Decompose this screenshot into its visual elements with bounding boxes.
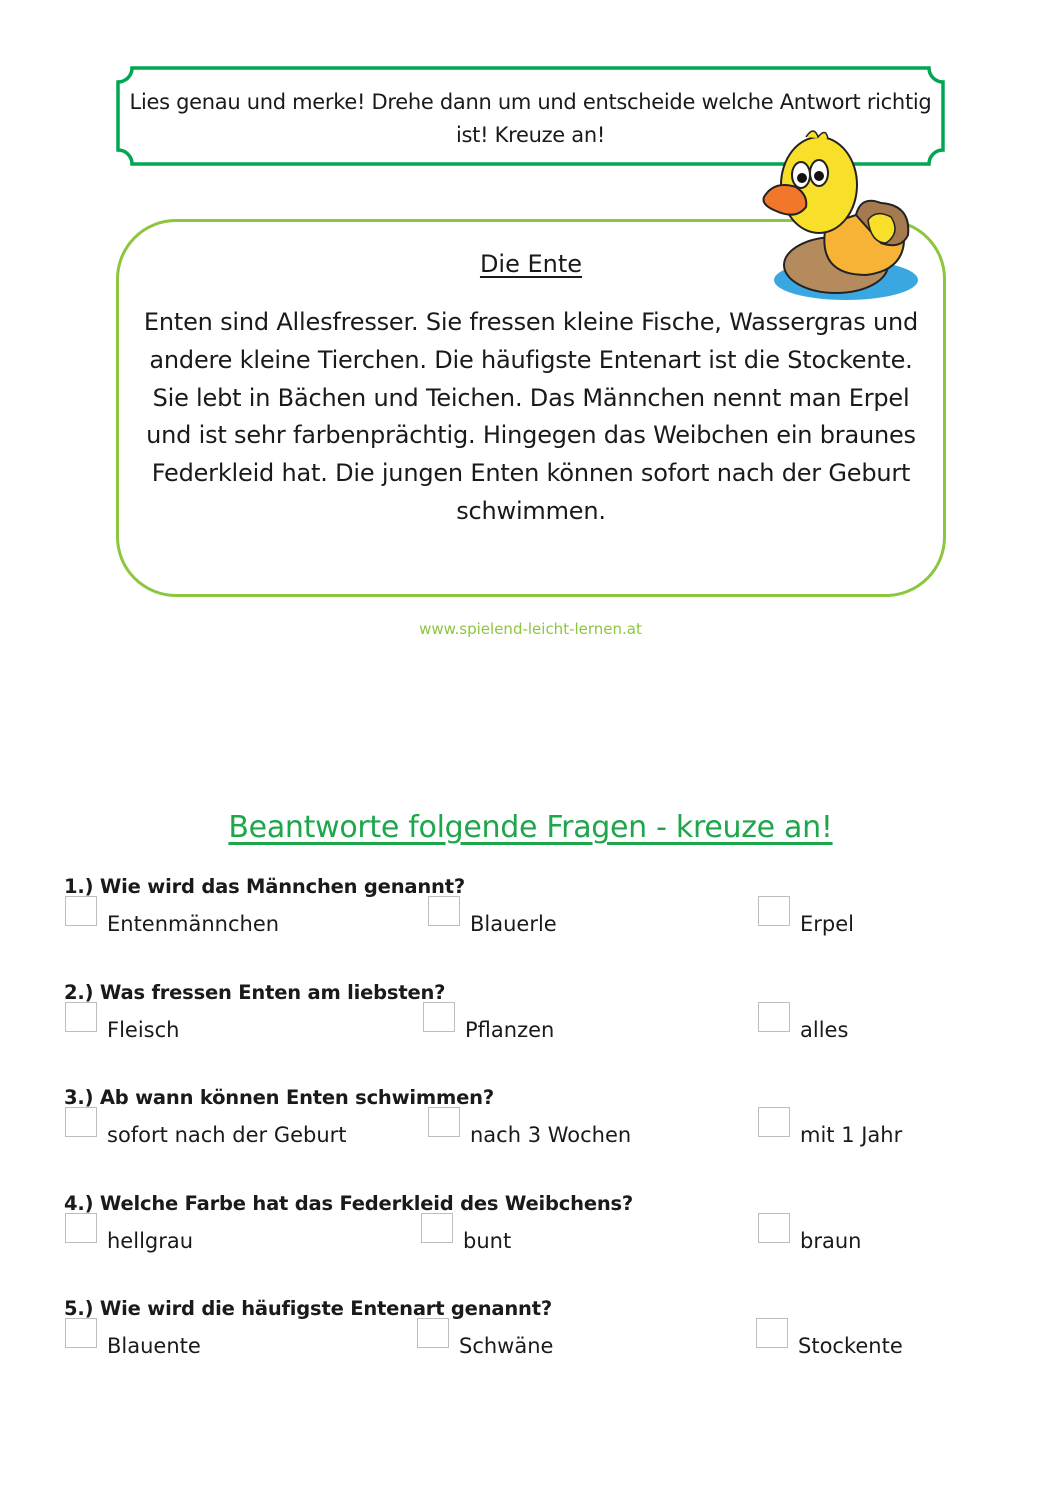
question-text: 4.) Welche Farbe hat das Federkleid des Weibchens? xyxy=(64,1192,634,1215)
answer-checkbox[interactable] xyxy=(65,1107,97,1137)
answer-option[interactable] xyxy=(428,1117,631,1147)
answer-label: braun xyxy=(800,1229,862,1253)
question-text: 1.) Wie wird das Männchen genannt? xyxy=(64,875,465,898)
answer-checkbox[interactable] xyxy=(758,1107,790,1137)
answer-checkbox[interactable] xyxy=(65,1318,97,1348)
answer-checkbox[interactable] xyxy=(65,896,97,926)
story-title: Die Ente xyxy=(479,250,583,278)
answer-option[interactable] xyxy=(756,1328,903,1358)
question-text: 5.) Wie wird die häufigste Entenart genannt? xyxy=(64,1297,552,1320)
answer-option[interactable] xyxy=(417,1328,553,1358)
answer-checkbox[interactable] xyxy=(421,1213,453,1243)
story-text: Enten sind Allesfresser. Sie fressen kleine Fische, Wassergras und andere kleine Tierchen. Die häufigste Entenart ist die Stockente. Sie lebt in Bächen und Teichen. Das Männchen nennt man Erpel und ist sehr farbenprächtig. Hingegen das Weibchen ein braunes Federkleid hat. Die jungen Enten können sofort nach der Geburt schwimmen. xyxy=(143,308,919,525)
answer-label: Stockente xyxy=(798,1334,903,1358)
answer-checkbox[interactable] xyxy=(65,1213,97,1243)
answer-label: nach 3 Wochen xyxy=(470,1123,632,1147)
duck-illustration xyxy=(756,125,931,305)
answer-label: Entenmännchen xyxy=(107,912,280,936)
answer-checkbox[interactable] xyxy=(417,1318,449,1348)
answer-checkbox[interactable] xyxy=(758,1213,790,1243)
answer-option[interactable] xyxy=(65,1328,201,1358)
answer-label: Schwäne xyxy=(459,1334,554,1358)
answer-checkbox[interactable] xyxy=(428,896,460,926)
question-text: 2.) Was fressen Enten am liebsten? xyxy=(64,981,446,1004)
answer-option[interactable] xyxy=(65,906,279,936)
answer-option[interactable] xyxy=(758,1223,861,1253)
answer-label: Fleisch xyxy=(107,1018,180,1042)
answer-label: hellgrau xyxy=(107,1229,194,1253)
answer-label: mit 1 Jahr xyxy=(800,1123,903,1147)
answer-label: Blauente xyxy=(107,1334,201,1358)
answer-option[interactable] xyxy=(758,1117,902,1147)
answer-option[interactable] xyxy=(758,906,854,936)
answer-checkbox[interactable] xyxy=(423,1002,455,1032)
answer-option[interactable] xyxy=(65,1012,179,1042)
answer-label: bunt xyxy=(463,1229,512,1253)
quiz-title: Beantworte folgende Fragen - kreuze an! xyxy=(228,810,833,845)
question-text: 3.) Ab wann können Enten schwimmen? xyxy=(64,1086,494,1109)
answer-checkbox[interactable] xyxy=(756,1318,788,1348)
answer-option[interactable] xyxy=(65,1223,193,1253)
answer-label: Pflanzen xyxy=(465,1018,555,1042)
answer-checkbox[interactable] xyxy=(65,1002,97,1032)
answer-label: sofort nach der Geburt xyxy=(107,1123,347,1147)
answer-option[interactable] xyxy=(758,1012,848,1042)
website-link[interactable]: www.spielend-leicht-lernen.at xyxy=(419,620,642,638)
answer-checkbox[interactable] xyxy=(758,1002,790,1032)
instruction-text: Lies genau und merke! Drehe dann um und entscheide welche Antwort richtig ist! Kreuze an! xyxy=(129,90,932,147)
answer-label: alles xyxy=(800,1018,849,1042)
answer-label: Blauerle xyxy=(470,912,557,936)
answer-option[interactable] xyxy=(65,1117,347,1147)
answer-option[interactable] xyxy=(423,1012,554,1042)
answer-option[interactable] xyxy=(428,906,557,936)
answer-label: Erpel xyxy=(800,912,854,936)
answer-checkbox[interactable] xyxy=(428,1107,460,1137)
answer-option[interactable] xyxy=(421,1223,511,1253)
answer-checkbox[interactable] xyxy=(758,896,790,926)
